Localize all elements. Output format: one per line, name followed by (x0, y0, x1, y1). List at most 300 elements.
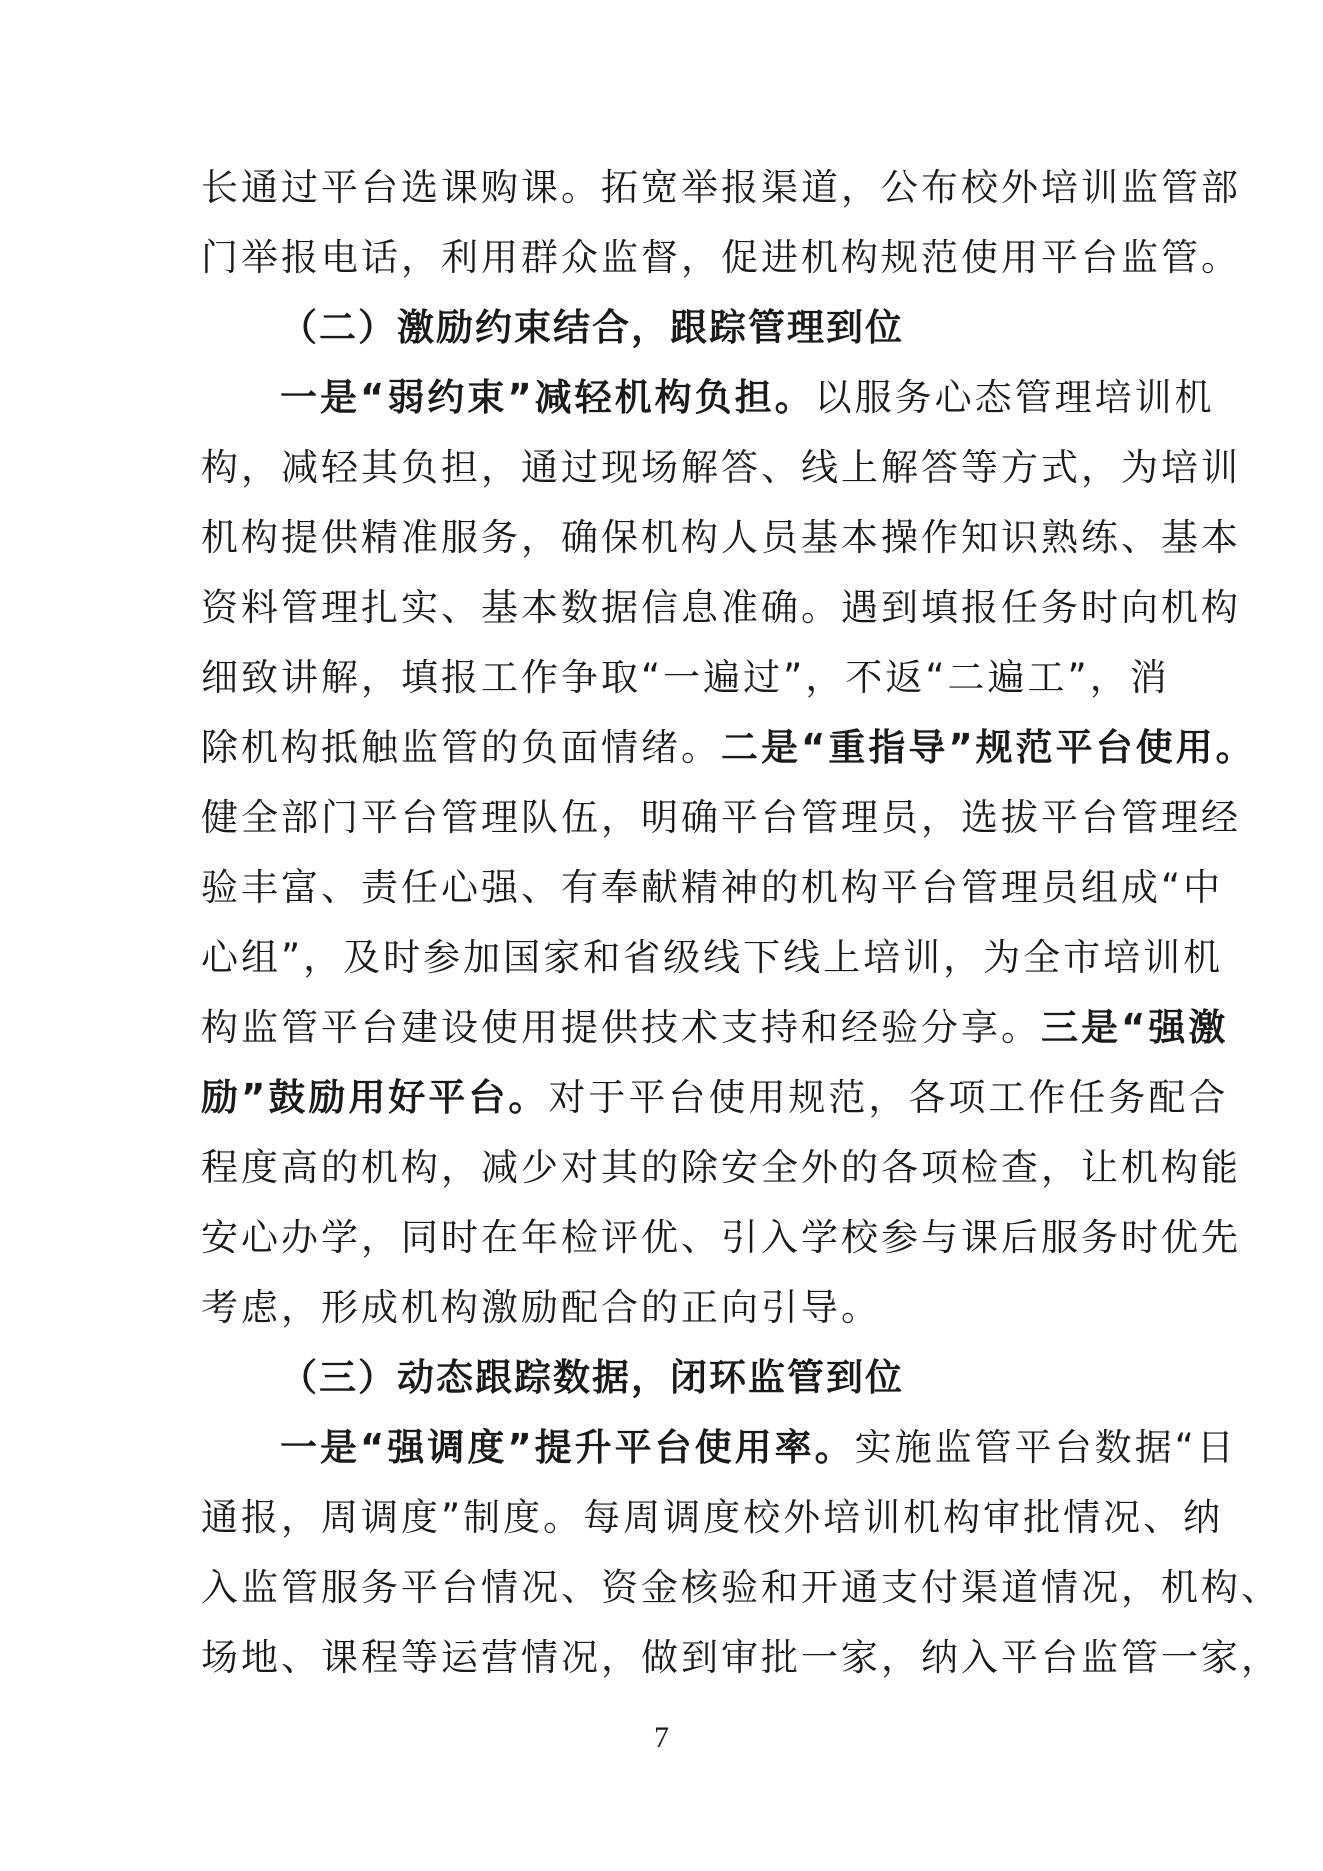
glyph: 监 (241, 1566, 281, 1609)
glyph: 约 (427, 376, 468, 419)
glyph: 机 (201, 516, 241, 559)
glyph: 机 (801, 236, 841, 279)
glyph: 一 (280, 376, 320, 419)
glyph: 本 (1201, 516, 1241, 559)
glyph: 任 (1001, 586, 1041, 629)
glyph: 务 (894, 376, 935, 419)
glyph: 经 (841, 1006, 881, 1049)
text-line (280, 1413, 1237, 1483)
text-line (201, 1553, 1281, 1623)
glyph: 、 (681, 1216, 721, 1259)
glyph: 纳 (921, 1636, 961, 1679)
glyph: “ (1174, 1426, 1197, 1469)
glyph: 机 (903, 1496, 944, 1539)
glyph: 学 (321, 1216, 361, 1259)
glyph: ， (1089, 656, 1130, 699)
glyph: 用 (481, 236, 521, 279)
glyph: 争 (561, 656, 601, 699)
glyph: 面 (561, 726, 601, 769)
glyph: 、 (1241, 1566, 1281, 1609)
glyph: 参 (423, 936, 464, 979)
glyph: 各 (908, 1076, 949, 1119)
glyph: 管 (801, 796, 841, 839)
glyph: 项 (921, 1146, 961, 1189)
glyph: 轻 (574, 376, 615, 419)
glyph: 工 (1027, 656, 1068, 699)
glyph: 心 (934, 376, 975, 419)
glyph: 线 (703, 936, 744, 979)
glyph: 数 (1094, 1426, 1135, 1469)
glyph: 使 (708, 1076, 749, 1119)
glyph: 精 (681, 866, 721, 909)
glyph: 。 (1215, 726, 1256, 769)
glyph: 课 (521, 166, 561, 209)
glyph: 率 (774, 1426, 815, 1469)
glyph: 轻 (321, 446, 361, 489)
glyph: 每 (583, 1496, 624, 1539)
glyph: ， (881, 1636, 921, 1679)
glyph: 省 (623, 936, 664, 979)
glyph: 分 (921, 1006, 961, 1049)
glyph: 是 (1081, 1006, 1121, 1049)
glyph: 、 (1121, 516, 1161, 559)
glyph: 众 (561, 236, 601, 279)
text-line (201, 1483, 1224, 1553)
glyph: 心 (441, 866, 481, 909)
text-segment: 考虑，形成机构激励配合的正向引导。 (201, 1286, 881, 1329)
glyph: 员 (761, 516, 801, 559)
glyph: 有 (561, 866, 601, 909)
glyph: 公 (881, 166, 921, 209)
heading-text: （三）动态跟踪数据，闭环监管到位 (280, 1356, 904, 1399)
glyph: 管 (974, 1426, 1015, 1469)
glyph: 时 (383, 936, 424, 979)
glyph: 式 (1041, 446, 1081, 489)
glyph: 平 (721, 796, 761, 839)
glyph: 理 (321, 586, 361, 629)
glyph: 台 (1095, 726, 1136, 769)
glyph: “ (801, 726, 829, 769)
glyph: 、 (1143, 1496, 1184, 1539)
glyph: 报 (721, 166, 761, 209)
glyph: 引 (721, 1216, 761, 1259)
glyph: 周 (321, 1496, 361, 1539)
glyph: 数 (561, 586, 601, 629)
glyph: 据 (601, 586, 641, 629)
glyph: 丰 (241, 866, 281, 909)
glyph: 答 (921, 446, 961, 489)
glyph: 情 (521, 1636, 561, 1679)
glyph: 台 (441, 1566, 481, 1609)
glyph: 台 (1081, 796, 1121, 839)
glyph: 、 (441, 586, 481, 629)
glyph: 度 (241, 1146, 281, 1189)
glyph: 平 (1001, 1636, 1041, 1679)
glyph: 管 (441, 726, 481, 769)
glyph: 服 (854, 376, 895, 419)
glyph: 渠 (761, 166, 801, 209)
glyph: 是 (320, 376, 360, 419)
glyph: 不 (845, 656, 886, 699)
glyph: 理 (1001, 866, 1041, 909)
glyph: 构 (943, 1496, 984, 1539)
glyph: 程 (201, 1146, 241, 1189)
glyph: 全 (241, 796, 281, 839)
glyph: 入 (961, 1636, 1001, 1679)
glyph: 设 (441, 1006, 481, 1049)
glyph: 的 (481, 726, 521, 769)
glyph: 操 (881, 516, 921, 559)
glyph: 渠 (961, 1566, 1001, 1609)
glyph: 管 (281, 1566, 321, 1609)
glyph: 负 (694, 376, 735, 419)
glyph: 一 (801, 1636, 841, 1679)
glyph: 加 (463, 936, 504, 979)
glyph: 使 (961, 236, 1001, 279)
glyph: 解 (881, 446, 921, 489)
glyph: 用 (348, 1076, 389, 1119)
glyph: 监 (934, 1426, 975, 1469)
glyph: 消 (1129, 656, 1170, 699)
glyph: 的 (321, 1146, 361, 1189)
glyph: 构 (201, 446, 241, 489)
glyph: 除 (201, 726, 241, 769)
glyph: 学 (801, 1216, 841, 1259)
glyph: 及 (343, 936, 384, 979)
glyph: 外 (1001, 166, 1041, 209)
glyph: 验 (201, 866, 241, 909)
glyph: 机 (361, 1146, 401, 1189)
glyph: 遇 (841, 586, 881, 629)
glyph: 监 (1121, 166, 1161, 209)
glyph: 。 (801, 586, 841, 629)
glyph: 责 (361, 866, 401, 909)
glyph: 神 (721, 866, 761, 909)
glyph: ” (948, 726, 976, 769)
text-line (201, 433, 1241, 503)
glyph: 填 (921, 586, 961, 629)
glyph: ， (868, 1076, 909, 1119)
glyph: 作 (521, 656, 561, 699)
glyph: 优 (1161, 1216, 1201, 1259)
glyph: 是 (761, 726, 801, 769)
glyph: ” (281, 936, 304, 979)
glyph: ， (681, 236, 721, 279)
glyph: 台 (654, 1426, 695, 1469)
glyph: 任 (401, 866, 441, 909)
glyph: 平 (1014, 1426, 1055, 1469)
glyph: 纳 (1183, 1496, 1224, 1539)
glyph: 情 (601, 726, 641, 769)
glyph: 办 (281, 1216, 321, 1259)
glyph: 在 (481, 1216, 521, 1259)
glyph: 日 (1196, 1426, 1237, 1469)
glyph: 检 (961, 1146, 1001, 1189)
section-heading (280, 293, 1206, 363)
glyph: 本 (521, 586, 561, 629)
glyph: 课 (321, 1636, 361, 1679)
glyph: 组 (241, 936, 281, 979)
glyph: 少 (521, 1146, 561, 1189)
glyph: 台 (468, 1076, 509, 1119)
glyph: 构 (281, 726, 321, 769)
glyph: 督 (641, 236, 681, 279)
glyph: 经 (1201, 796, 1241, 839)
glyph: 先 (1201, 1216, 1241, 1259)
glyph: 时 (441, 1216, 481, 1259)
glyph: 金 (641, 1566, 681, 1609)
glyph: 批 (1023, 1496, 1064, 1539)
glyph: 细 (201, 656, 241, 699)
glyph: 入 (761, 1216, 801, 1259)
glyph: 验 (721, 1566, 761, 1609)
glyph: 以 (814, 376, 855, 419)
glyph: 基 (801, 516, 841, 559)
glyph: 监 (601, 236, 641, 279)
glyph: 。 (543, 1496, 584, 1539)
text-line (201, 923, 1224, 993)
text-line (201, 1273, 1127, 1343)
glyph: 励 (308, 1076, 349, 1119)
glyph: 用 (1175, 726, 1216, 769)
glyph: 管 (441, 796, 481, 839)
glyph: 校 (841, 1216, 881, 1259)
glyph: 校 (743, 1496, 784, 1539)
glyph: 返 (885, 656, 926, 699)
glyph: 构 (201, 1006, 241, 1049)
glyph: 周 (623, 1496, 664, 1539)
glyph: 知 (961, 516, 1001, 559)
glyph: 后 (1001, 1216, 1041, 1259)
glyph: 报 (441, 656, 481, 699)
glyph: ， (303, 936, 344, 979)
glyph: 构 (401, 1146, 441, 1189)
text-line (201, 223, 1241, 293)
glyph: 务 (361, 1566, 401, 1609)
glyph: 入 (201, 1566, 241, 1609)
glyph: 优 (641, 1216, 681, 1259)
glyph: 确 (761, 586, 801, 629)
glyph: 训 (863, 1496, 904, 1539)
glyph: 资 (201, 586, 241, 629)
glyph: 取 (601, 656, 641, 699)
glyph: 构 (841, 866, 881, 909)
text-line (201, 573, 1241, 643)
glyph: 电 (321, 236, 361, 279)
text-line (201, 853, 1224, 923)
glyph: ， (1241, 1636, 1281, 1679)
glyph: 查 (1001, 1146, 1041, 1189)
glyph: 精 (361, 516, 401, 559)
glyph: ” (241, 1076, 269, 1119)
glyph: 用 (1001, 236, 1041, 279)
glyph: 报 (241, 1496, 281, 1539)
glyph: 验 (881, 1006, 921, 1049)
glyph: 弱 (387, 376, 428, 419)
glyph: 台 (1041, 1636, 1081, 1679)
glyph: 担 (441, 446, 481, 489)
glyph: 平 (401, 1566, 441, 1609)
glyph: 平 (321, 166, 361, 209)
glyph: 情 (481, 1566, 521, 1609)
glyph: 话 (361, 236, 401, 279)
glyph: 通 (241, 166, 281, 209)
glyph: 课 (441, 166, 481, 209)
glyph: 供 (321, 516, 361, 559)
glyph: 国 (503, 936, 544, 979)
glyph: 下 (743, 936, 784, 979)
glyph: 道 (801, 166, 841, 209)
glyph: 。 (774, 376, 815, 419)
glyph: 到 (881, 586, 921, 629)
glyph: 二 (947, 656, 988, 699)
glyph: 支 (721, 1006, 761, 1049)
glyph: 料 (241, 586, 281, 629)
glyph: 心 (241, 1216, 281, 1259)
glyph: 报 (281, 236, 321, 279)
glyph: 台 (1054, 1426, 1095, 1469)
glyph: ” (441, 1496, 464, 1539)
glyph: 的 (841, 1146, 881, 1189)
glyph: 奉 (601, 866, 641, 909)
glyph: 术 (681, 1006, 721, 1049)
glyph: 服 (441, 516, 481, 559)
glyph: 资 (601, 1566, 641, 1609)
glyph: ， (441, 1146, 481, 1189)
glyph: 构 (1201, 1566, 1241, 1609)
glyph: 识 (1001, 516, 1041, 559)
glyph: 伍 (561, 796, 601, 839)
glyph: 时 (1121, 1216, 1161, 1259)
glyph: 使 (694, 1426, 735, 1469)
glyph: 上 (841, 446, 881, 489)
glyph: 致 (241, 656, 281, 699)
glyph: 情 (1041, 1566, 1081, 1609)
glyph: 门 (321, 796, 361, 839)
glyph: 时 (1081, 586, 1121, 629)
glyph: 实 (401, 586, 441, 629)
glyph: 况 (521, 1566, 561, 1609)
glyph: 平 (1041, 796, 1081, 839)
glyph: 管 (1014, 376, 1055, 419)
glyph: 机 (1121, 1146, 1161, 1189)
glyph: 营 (481, 1636, 521, 1679)
glyph: 监 (241, 1006, 281, 1049)
glyph: 拔 (1001, 796, 1041, 839)
glyph: 三 (1041, 1006, 1081, 1049)
glyph: 制 (463, 1496, 504, 1539)
glyph: ， (601, 796, 641, 839)
glyph: 规 (881, 236, 921, 279)
glyph: 确 (561, 516, 601, 559)
glyph: 线 (801, 446, 841, 489)
glyph: 信 (641, 586, 681, 629)
glyph: 范 (921, 236, 961, 279)
glyph: 管 (281, 586, 321, 629)
glyph: 本 (841, 516, 881, 559)
glyph: 建 (401, 1006, 441, 1049)
glyph: 绪 (641, 726, 681, 769)
glyph: 、 (561, 1566, 601, 1609)
glyph: 员 (881, 796, 921, 839)
glyph: 道 (1001, 1566, 1041, 1609)
glyph: 平 (881, 866, 921, 909)
glyph: 培 (1041, 166, 1081, 209)
glyph: 使 (1135, 726, 1176, 769)
text-line (201, 1063, 1229, 1133)
glyph: 线 (783, 936, 824, 979)
glyph: 对 (548, 1076, 589, 1119)
glyph: 况 (1081, 1566, 1121, 1609)
glyph: “ (925, 656, 948, 699)
glyph: ， (921, 796, 961, 839)
glyph: 答 (721, 446, 761, 489)
glyph: 批 (761, 1636, 801, 1679)
glyph: 解 (681, 446, 721, 489)
glyph: 为 (983, 936, 1024, 979)
glyph: 等 (961, 446, 1001, 489)
glyph: 中 (1183, 866, 1224, 909)
glyph: ， (841, 166, 881, 209)
glyph: 选 (401, 166, 441, 209)
glyph: 调 (427, 1426, 468, 1469)
glyph: 进 (761, 236, 801, 279)
glyph: ， (1081, 446, 1121, 489)
glyph: 工 (481, 656, 521, 699)
glyph: 强 (387, 1426, 428, 1469)
glyph: 台 (1081, 236, 1121, 279)
glyph: 调 (663, 1496, 704, 1539)
text-line (201, 783, 1241, 853)
glyph: 利 (441, 236, 481, 279)
glyph: 准 (721, 586, 761, 629)
glyph: 部 (1201, 166, 1241, 209)
glyph: 检 (561, 1216, 601, 1259)
glyph: 规 (788, 1076, 829, 1119)
glyph: 过 (743, 656, 784, 699)
glyph: 作 (921, 516, 961, 559)
glyph: 部 (281, 796, 321, 839)
glyph: 激 (1188, 1006, 1229, 1049)
glyph: 度 (703, 1496, 744, 1539)
glyph: 一 (663, 656, 704, 699)
glyph: 上 (823, 936, 864, 979)
glyph: 技 (641, 1006, 681, 1049)
glyph: 服 (1041, 1216, 1081, 1259)
glyph: 台 (361, 166, 401, 209)
glyph: 。 (508, 1076, 549, 1119)
glyph: 、 (281, 1636, 321, 1679)
glyph: 作 (1028, 1076, 1069, 1119)
glyph: 献 (641, 866, 681, 909)
glyph: 能 (1201, 1146, 1241, 1189)
glyph: 宽 (641, 166, 681, 209)
glyph: 到 (681, 1636, 721, 1679)
glyph: 外 (783, 1496, 824, 1539)
glyph: 管 (1121, 796, 1161, 839)
glyph: 同 (401, 1216, 441, 1259)
glyph: 触 (361, 726, 401, 769)
text-line (201, 713, 1256, 783)
glyph: 门 (201, 236, 241, 279)
glyph: 遍 (987, 656, 1028, 699)
glyph: 年 (521, 1216, 561, 1259)
glyph: ， (361, 656, 401, 699)
glyph: 强 (1148, 1006, 1189, 1049)
glyph: 构 (654, 376, 695, 419)
glyph: 培 (863, 936, 904, 979)
glyph: 台 (921, 866, 961, 909)
